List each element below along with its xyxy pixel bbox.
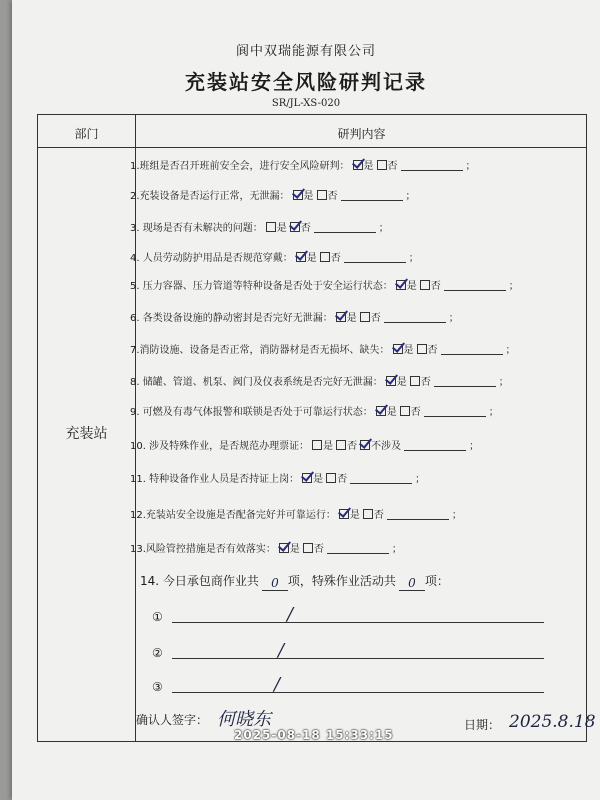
checklist-item-1 [130,157,476,172]
blank-line [444,280,506,291]
blank-line [401,160,463,171]
answer-line-3 [172,692,544,693]
signature: 何晓东 [217,709,271,730]
item-end: ； [465,161,476,172]
checkbox-yes[interactable] [279,543,289,553]
checkbox-label-yes: 是 [349,510,360,521]
item-end: ； [415,474,426,485]
checkbox-label-no: 否 [337,474,348,485]
confirm-label: 确认人签字： [136,713,209,727]
item-text: 3. 现场是否有未解决的问题： [130,223,263,234]
checkbox-label-no: 否 [330,253,341,264]
checklist-item-3 [130,219,389,234]
checkbox-label-yes: 是 [346,313,357,324]
document-code: SR/JL-XS-020 [271,98,341,109]
checklist-item-10 [130,437,479,452]
checkbox-label-yes: 是 [406,281,417,292]
item-end: ； [451,510,462,521]
checkbox-label-no: 否 [313,544,324,555]
answer-line-1 [172,622,544,623]
blank-line [404,440,466,451]
checkbox-label-no: 否 [370,313,381,324]
blank-line [327,543,389,554]
blank-line [441,344,503,355]
photo-timestamp: 2025-08-18 15:33:15 [234,728,394,742]
checkbox-yes[interactable] [302,473,312,483]
checklist-item-7 [130,341,516,356]
department-cell: 充装站 [65,426,108,442]
document-sheet [12,0,600,800]
item-text: 4. 人员劳动防护用品是否规范穿戴： [130,253,293,264]
checkbox-yes[interactable] [353,160,363,170]
document-title: 充装站安全风险研判记录 [185,70,427,94]
item-end: ； [448,313,459,324]
checkbox-yes[interactable] [386,376,396,386]
item-text: 12.充装站安全设施是否配备完好并可靠运行： [130,510,336,521]
item-end: ； [391,544,402,555]
checklist-item-9 [130,403,499,418]
item-14-middle: 项，特殊作业活动共 [287,574,396,588]
header-content: 研判内容 [337,127,386,141]
checkbox-label-no: 否 [347,441,358,452]
answer-value-2: / [278,640,285,661]
item-text: 2.充装设备是否运行正常，无泄漏： [130,191,290,202]
item-end: ； [378,223,389,234]
checkbox-label-yes: 是 [306,253,317,264]
checkbox-yes[interactable] [266,222,276,232]
checkbox-yes[interactable] [393,344,403,354]
date-value: 2025.8.18 [509,712,596,732]
item-end: ； [408,253,419,264]
checkbox-label-no: 否 [430,281,441,292]
item-14-prefix: 14. 今日承包商作业共 [140,574,259,588]
contractor-count: 0 [262,576,288,591]
checkbox-no[interactable] [290,222,300,232]
date-label: 日期： [464,718,501,732]
blank-line [341,190,403,201]
checkbox-label-yes: 是 [323,441,334,452]
checkbox-label-yes: 是 [276,223,287,234]
checklist-item-11 [130,470,425,485]
checkbox-yes[interactable] [336,312,346,322]
item-end: ； [505,345,516,356]
checkbox-no[interactable] [377,160,387,170]
checkbox-no[interactable] [336,440,346,450]
item-text: 13.风险管控措施是否有效落实： [130,544,276,555]
checkbox-no[interactable] [326,473,336,483]
checkbox-yes[interactable] [339,509,349,519]
checklist-item-13 [130,540,402,555]
answer-value-1: / [287,604,294,625]
checkbox-no[interactable] [317,190,327,200]
line-number-1: ① [152,610,163,624]
item-text: 5. 压力容器、压力管道等特种设备是否处于安全运行状态： [130,281,393,292]
checkbox-no[interactable] [363,509,373,519]
checkbox-yes[interactable] [293,190,303,200]
blank-line [314,222,376,233]
item-14-suffix: 项： [424,574,449,588]
checkbox-label-yes: 是 [303,191,314,202]
checkbox-yes[interactable] [376,406,386,416]
checkbox-label-no: 否 [327,191,338,202]
blank-line [344,252,406,263]
checkbox-label-yes: 是 [363,161,374,172]
checkbox-no[interactable] [410,376,420,386]
item-text: 8. 储罐、管道、机泵、阀门及仪表系统是否完好无泄漏： [130,377,383,388]
item-text: 7.消防设施、设备是否正常，消防器材是否无损坏、缺失： [130,345,390,356]
checkbox-label-no: 否 [427,345,438,356]
item-end: ； [498,377,509,388]
checkbox-label-no: 否 [420,377,431,388]
checkbox-label-no: 否 [410,407,421,418]
blank-line [424,406,486,417]
column-divider [135,115,136,741]
checkbox-extra[interactable] [360,440,370,450]
item-text: 11. 特种设备作业人员是否持证上岗： [130,474,300,485]
blank-line [387,509,449,520]
checkbox-label-yes: 是 [313,474,324,485]
header-department: 部门 [74,127,99,141]
checkbox-yes[interactable] [312,440,322,450]
checklist-item-2 [130,187,416,202]
checkbox-no[interactable] [360,312,370,322]
checkbox-label-yes: 是 [386,407,397,418]
checkbox-label-extra: 不涉及 [371,441,402,452]
item-text: 10. 涉及特殊作业，是否规范办理票证： [130,441,310,452]
special-count: 0 [399,576,425,591]
assessment-table [37,114,587,742]
checkbox-label-yes: 是 [396,377,407,388]
checkbox-yes[interactable] [396,280,406,290]
checkbox-label-yes: 是 [403,345,414,356]
item-end: ； [405,191,416,202]
answer-line-2 [172,658,544,659]
answer-value-3: / [274,674,281,695]
checklist-item-8 [130,373,509,388]
checklist-item-4 [130,249,419,264]
item-end: ； [508,281,519,292]
blank-line [384,312,446,323]
header-divider [38,147,586,148]
checkbox-label-no: 否 [300,223,311,234]
checkbox-no[interactable] [303,543,313,553]
item-end: ； [488,407,499,418]
checkbox-label-no: 否 [373,510,384,521]
item-text: 9. 可燃及有毒气体报警和联锁是否处于可靠运行状态： [130,407,373,418]
checkbox-no[interactable] [320,252,330,262]
checkbox-no[interactable] [400,406,410,416]
checklist-item-12 [130,506,462,521]
company-name: 阆中双瑞能源有限公司 [235,44,376,59]
blank-line [350,473,412,484]
item-14 [140,572,449,591]
blank-line [434,376,496,387]
line-number-3: ③ [152,680,163,694]
checkbox-label-no: 否 [387,161,398,172]
checklist-item-5 [130,277,519,292]
checkbox-no[interactable] [420,280,430,290]
checkbox-yes[interactable] [296,252,306,262]
checkbox-no[interactable] [417,344,427,354]
item-text: 1.班组是否召开班前安全会，进行安全风险研判： [130,161,350,172]
item-text: 6. 各类设备设施的静动密封是否完好无泄漏： [130,313,333,324]
checklist-item-6 [130,309,459,324]
item-end: ； [469,441,480,452]
line-number-2: ② [152,646,163,660]
checkbox-label-yes: 是 [289,544,300,555]
